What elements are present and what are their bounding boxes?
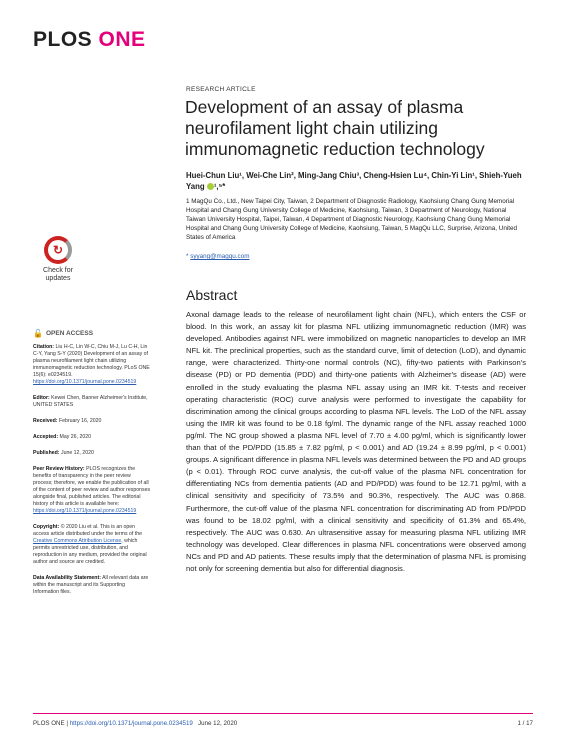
check-for-updates-badge[interactable] [32, 236, 84, 288]
article-type: RESEARCH ARTICLE [186, 86, 256, 93]
page-number: 1 / 17 [517, 720, 533, 727]
footer-date: June 12, 2020 [198, 720, 238, 727]
open-access-label: 🔓 OPEN ACCESS [33, 329, 94, 338]
footer-journal: PLOS ONE [33, 720, 65, 727]
badge-line2: updates [45, 275, 71, 282]
peer-review-history: Peer Review History: PLOS recognizes the benefits of transparency in the peer review process; therefore, we enable the publication of all of the content of peer review and author responses alongside final, published articles. The editorial history of this article is available here: https://doi.org/10.1371/journal.pone.0234519 [33, 466, 151, 514]
journal-logo [33, 28, 146, 52]
logo-plos: PLOS [33, 28, 93, 51]
citation: Citation: Liu H-C, Lin W-C, Chiu M-J, Lu C-H, Lin C-Y, Yang S-Y (2020) Development of an assay of plasma neurofilament light chain utilizing immunomagnetic reduction technology. PLoS ONE 15(6): e0234519. https://doi.org/10.1371/journal.pone.0234519 [33, 344, 150, 385]
page-footer: PLOS ONE | https://doi.org/10.1371/journal.pone.0234519 June 12, 2020 1 / 17 [33, 720, 533, 727]
license-link[interactable]: Creative Commons Attribution License [33, 538, 122, 544]
affiliations: 1 MagQu Co., Ltd., New Taipei City, Taiwan, 2 Department of Diagnostic Radiology, Kaohsiung Chang Gung Memorial Hospital and Chang Gung University College of Medicine, Kaohsiung, Taiwan, 3 Department of Neurology, National Taiwan University Hospital, Taipei, Taiwan, 4 Department of Diagnostic Neurology, Kaohsiung Chang Gung Memorial Hospital and Chang Gung University College of Medicine, Kaohsiung, Taiwan, 5 MagQu LLC, Surprise, Arizona, United States of America [186, 198, 518, 241]
badge-line1: Check for [43, 267, 73, 274]
corresponding-email: * syyang@magqu.com [186, 253, 250, 260]
accepted-date: Accepted: May 26, 2020 [33, 434, 91, 440]
peer-review-link[interactable]: https://doi.org/10.1371/journal.pone.0234519 [33, 508, 137, 514]
published-date: Published: June 12, 2020 [33, 450, 94, 456]
author-list: Huei-Chun Liu¹, Wei-Che Lin², Ming-Jang Chiu³, Cheng-Hsien Lu⁴, Chin-Yi Lin¹, Shieh-Yueh Yang ¹,⁵* [186, 171, 522, 191]
data-availability: Data Availability Statement: All relevant data are within the manuscript and its Supporting Information files. [33, 575, 149, 595]
open-lock-icon: 🔓 [33, 329, 43, 338]
editor: Editor: Kewei Chen, Banner Alzheimer's Institute, UNITED STATES [33, 395, 148, 408]
abstract-text: Axonal damage leads to the release of neurofilament light chain (NFL), which enters the CSF or blood. In this work, an assay kit for plasma NFL utilizing immunomagnetic reduction (IMR) was developed. Antibodies against NFL were immobilized on magnetic nanoparticles to develop an IMR NFL kit. The preclinical properties, such as the standard curve, limit of detection (LoD), and dynamic range, were characterized. Thirty-one normal controls (NC), fifty-two patients with Parkinson's disease (PD) or PD dementia (PDD) and thirty-one patients with Alzheimer's disease (AD) were enrolled in the study evaluating the plasma NFL assay using an IMR kit. T-tests and receiver operating characteristic (ROC) curve analysis were performed to investigate the capability for discrimination among the clinical groups according to plasma NFL levels. The LoD of the NFL assay using the IMR kit was found to be 0.18 fg/ml. The dynamic range of the NFL assay reached 1000 pg/ml. The NC group showed a plasma NFL level of 7.70 ± 4.00 pg/ml, which is significantly lower than that of the PD/PDD (15.85 ± 7.82 pg/ml, p < 0.001) and AD (19.24 ± 8.99 pg/ml, p < 0.001) groups. A significant difference in plasma NFL levels was determined between the PD and AD groups (p < 0.01). Through ROC curve analysis, the cut-off value of the plasma NFL concentration for differentiating NCs from dementia patients (AD and PD/PDD) was found to be 12.71 pg/ml, with a clinical sensitivity and specificity of 73.5% and 90.3%, respectively. The AUC was 0.868. Furthermore, the cut-off value of the plasma NFL concentration for discriminating AD from PD/PDD was found to be 18.02 pg/ml, with a clinical sensitivity and specificity of 61.3% and 65.4%, respectively. The AUC was 0.630. An ultrasensitive assay for measuring plasma NFL utilizing IMR technology was developed. Clear differences in plasma NFL concentrations were observed among NCs and PD and AD patients. These results imply that the determination of plasma NFL is promising not only for screening dementia but also for differential diagnosis. [186, 310, 526, 573]
orcid-icon[interactable] [207, 183, 214, 190]
article-title: Development of an assay of plasma neurofilament light chain utilizing immunomagnetic reduction technology [185, 97, 485, 159]
abstract-heading: Abstract [186, 287, 238, 303]
logo-one: ONE [98, 28, 146, 51]
footer-divider [33, 713, 533, 714]
check-updates-icon: ↻ [44, 236, 72, 264]
footer-doi-link[interactable]: https://doi.org/10.1371/journal.pone.0234519 [69, 720, 193, 727]
email-link[interactable]: syyang@magqu.com [190, 253, 250, 260]
article-sidebar [33, 330, 151, 605]
citation-link[interactable]: https://doi.org/10.1371/journal.pone.0234519 [33, 379, 137, 385]
copyright: Copyright: © 2020 Liu et al. This is an open access article distributed under the terms of the Creative Commons Attribution License, which permits unrestricted use, distribution, and reproduction in any medium, provided the original author and source are credited. [33, 524, 147, 565]
received-date: Received: February 16, 2020 [33, 418, 102, 424]
